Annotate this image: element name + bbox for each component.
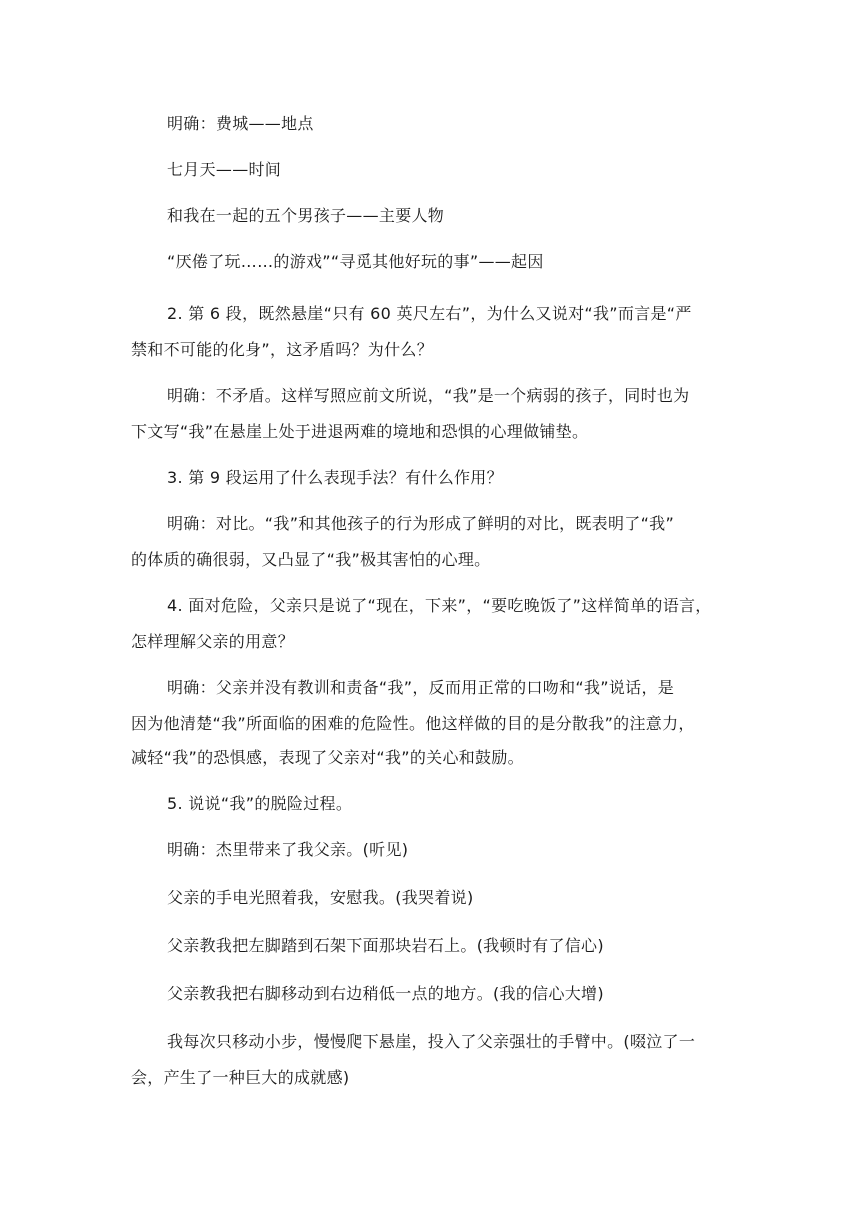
answer-time: 七月天——时间 bbox=[167, 160, 282, 179]
answer-2-line2: 下文写“我”在悬崖上处于进退两难的境地和恐惧的心理做铺垫。 bbox=[131, 422, 589, 441]
question-2-line1: 2. 第 6 段，既然悬崖“只有 60 英尺左右”，为什么又说对“我”而言是“严 bbox=[167, 304, 692, 323]
question-5: 5. 说说“我”的脱险过程。 bbox=[167, 794, 353, 813]
answer-2-line1: 明确：不矛盾。这样写照应前文所说，“我”是一个病弱的孩子，同时也为 bbox=[167, 386, 690, 405]
question-2-line2: 禁和不可能的化身”，这矛盾吗？为什么？ bbox=[131, 340, 433, 359]
answer-5-step3: 父亲教我把左脚踏到石架下面那块岩石上。(我顿时有了信心) bbox=[167, 936, 604, 955]
answer-cause: “厌倦了玩……的游戏”“寻觅其他好玩的事”——起因 bbox=[167, 252, 544, 271]
question-4-line2: 怎样理解父亲的用意？ bbox=[131, 632, 295, 651]
answer-5-step1: 明确：杰里带来了我父亲。(听见) bbox=[167, 840, 409, 859]
answer-3-line2: 的体质的确很弱，又凸显了“我”极其害怕的心理。 bbox=[131, 550, 491, 569]
question-3: 3. 第 9 段运用了什么表现手法？有什么作用？ bbox=[167, 468, 503, 487]
question-4-line1: 4. 面对危险，父亲只是说了“现在，下来”，“要吃晚饭了”这样简单的语言， bbox=[167, 596, 712, 615]
answer-5-step5-line2: 会，产生了一种巨大的成就感) bbox=[131, 1068, 350, 1087]
answer-5-step2: 父亲的手电光照着我，安慰我。(我哭着说) bbox=[167, 888, 474, 907]
answer-4-line3: 减轻“我”的恐惧感，表现了父亲对“我”的关心和鼓励。 bbox=[131, 748, 524, 767]
answer-5-step5-line1: 我每次只移动小步，慢慢爬下悬崖，投入了父亲强壮的手臂中。(啜泣了一 bbox=[167, 1032, 696, 1051]
answer-characters: 和我在一起的五个男孩子——主要人物 bbox=[167, 206, 445, 225]
answer-4-line2: 因为他清楚“我”所面临的困难的危险性。他这样做的目的是分散我”的注意力， bbox=[131, 714, 695, 733]
answer-place: 明确：费城——地点 bbox=[167, 114, 314, 133]
answer-5-step4: 父亲教我把右脚移动到右边稍低一点的地方。(我的信心大增) bbox=[167, 984, 604, 1003]
answer-4-line1: 明确：父亲并没有教训和责备“我”，反而用正常的口吻和“我”说话，是 bbox=[167, 678, 675, 697]
answer-3-line1: 明确：对比。“我”和其他孩子的行为形成了鲜明的对比，既表明了“我” bbox=[167, 514, 675, 533]
